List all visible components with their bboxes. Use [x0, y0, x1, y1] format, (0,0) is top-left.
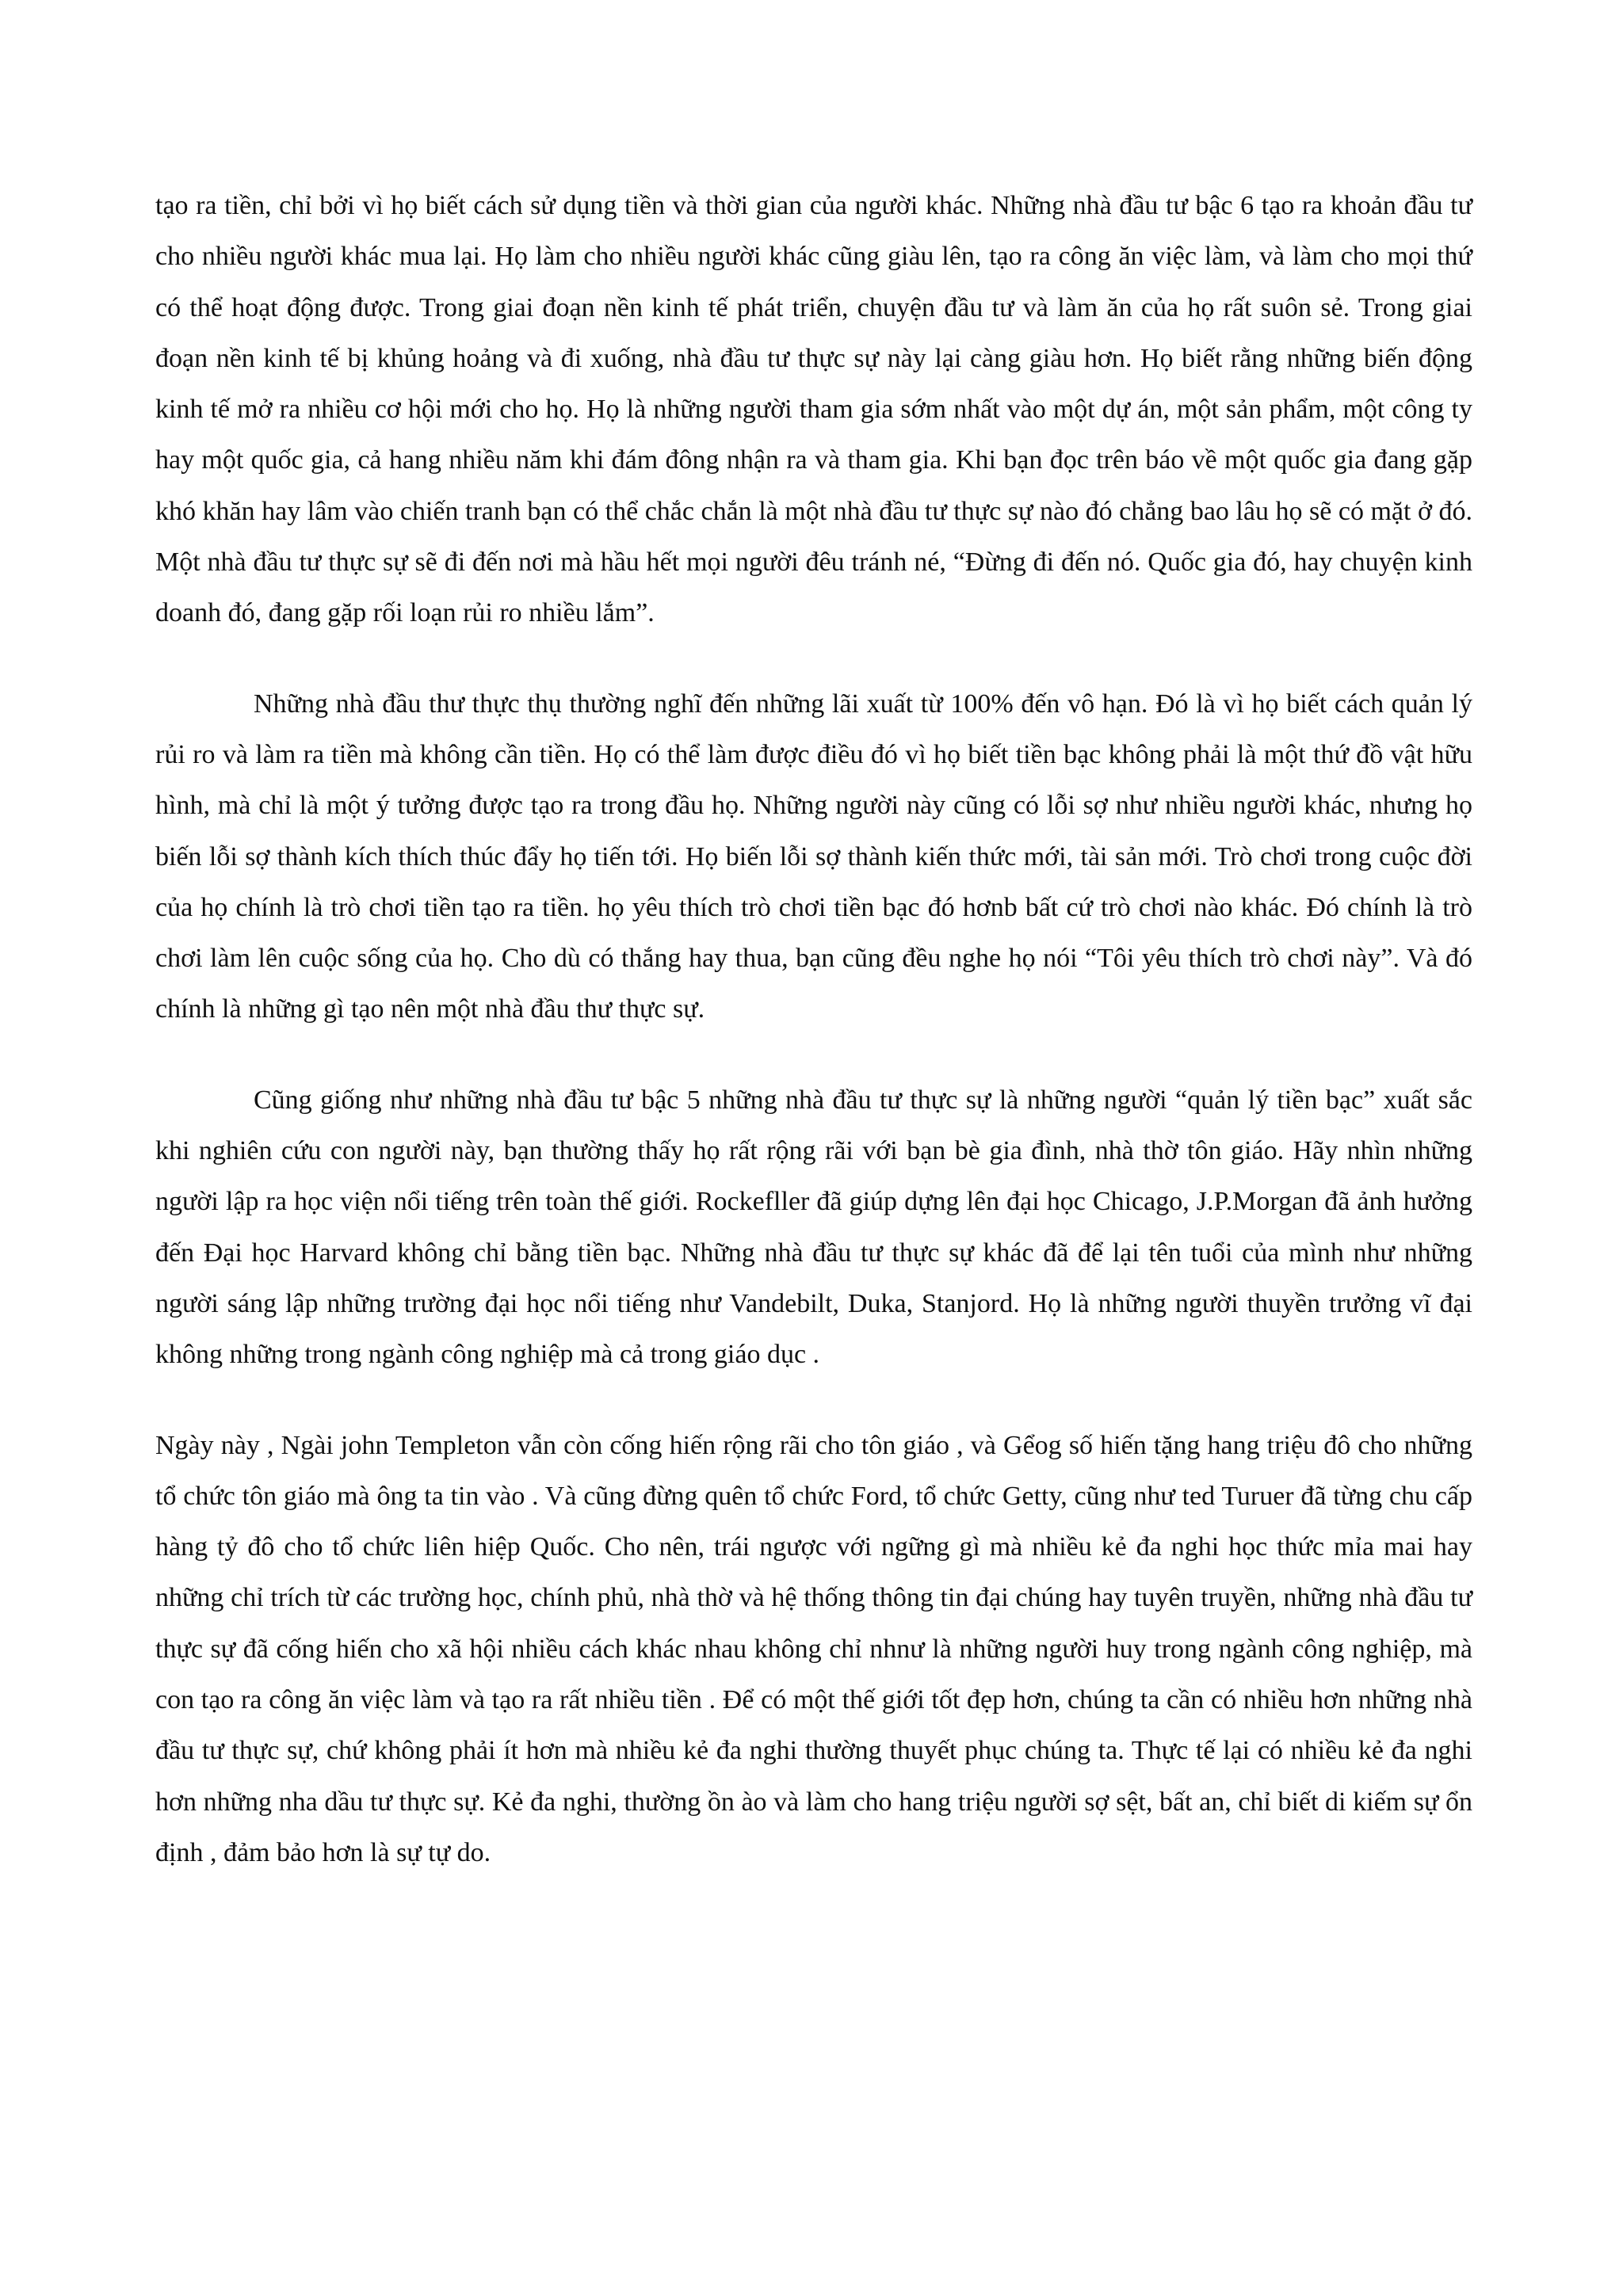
paragraph-3: Cũng giống như những nhà đầu tư bậc 5 những nhà đầu tư thực sự là những người “quản lý tiền bạc” xuất sắc khi nghiên cứu con người này, bạn thường thấy họ rất rộng rãi với bạn bè gia đình, nhà thờ tôn giáo. Hãy nhìn những người lập ra học viện nổi tiếng trên toàn thế giới. Rockefller đã giúp dựng lên đại học Chicago, J.P.Morgan đã ảnh hưởng đến Đại học Harvard không chỉ bằng tiền bạc. Những nhà đầu tư thực sự khác đã để lại tên tuổi của mình như những người sáng lập những trường đại học nổi tiếng như Vandebilt, Duka, Stanjord. Họ là những người thuyền trưởng vĩ đại không những trong ngành công nghiệp mà cả trong giáo dục .	[155, 1085, 1472, 1370]
paragraph-2: Những nhà đầu thư thực thụ thường nghĩ đến những lãi xuất từ 100% đến vô hạn. Đó là vì họ biết cách quản lý rủi ro và làm ra tiền mà không cần tiền. Họ có thể làm được điều đó vì họ biết tiền bạc không phải là một thứ đồ vật hữu hình, mà chỉ là một ý tưởng được tạo ra trong đầu họ. Những người này cũng có lỗi sợ như nhiều người khác, nhưng họ biến lỗi sợ thành kích thích thúc đẩy họ tiến tới. Họ biến lỗi sợ thành kiến thức mới, tài sản mới. Trò chơi trong cuộc đời của họ chính là trò chơi tiền tạo ra tiền. họ yêu thích trò chơi tiền bạc đó hơnb bất cứ trò chơi nào khác. Đó chính là trò chơi làm lên cuộc sống của họ. Cho dù có thắng hay thua, bạn cũng đều nghe họ nói “Tôi yêu thích trò chơi này”. Và đó chính là những gì tạo nên một nhà đầu thư thực sự.	[155, 688, 1472, 1024]
document-body	[155, 181, 1472, 1878]
paragraph-1: tạo ra tiền, chỉ bởi vì họ biết cách sử dụng tiền và thời gian của người khác. Những nhà đầu tư bậc 6 tạo ra khoản đầu tư cho nhiều người khác mua lại. Họ làm cho nhiều người khác cũng giàu lên, tạo ra công ăn việc làm, và làm cho mọi thứ có thể hoạt động được. Trong giai đoạn nền kinh tế phát triển, chuyện đầu tư và làm ăn của họ rất suôn sẻ. Trong giai đoạn nền kinh tế bị khủng hoảng và đi xuống, nhà đầu tư thực sự này lại càng giàu hơn. Họ biết rằng những biến động kinh tế mở ra nhiều cơ hội mới cho họ. Họ là những người tham gia sớm nhất vào một dự án, một sản phẩm, một công ty hay một quốc gia, cả hang nhiều năm khi đám đông nhận ra và tham gia. Khi bạn đọc trên báo về một quốc gia đang gặp khó khăn hay lâm vào chiến tranh bạn có thể chắc chắn là một nhà đầu tư thực sự nào đó chẳng bao lâu họ sẽ có mặt ở đó. Một nhà đầu tư thực sự sẽ đi đến nơi mà hầu hết mọi người đêu tránh né, “Đừng đi đến nó. Quốc gia đó, hay chuyện kinh doanh đó, đang gặp rối loạn rủi ro nhiều lắm”.	[155, 191, 1472, 628]
paragraph-4: Ngày này , Ngài john Templeton vẫn còn cống hiến rộng rãi cho tôn giáo , và Gểog số hiến tặng hang triệu đô cho những tổ chức tôn giáo mà ông ta tin vào . Và cũng đừng quên tổ chức Ford, tổ chức Getty, cũng như ted Turuer đã từng chu cấp hàng tỷ đô cho tổ chức liên hiệp Quốc. Cho nên, trái ngược với ngững gì mà nhiều kẻ đa nghi học thức mỉa mai hay những chỉ trích từ các trường học, chính phủ, nhà thờ và hệ thống thông tin đại chúng hay tuyên truyền, những nhà đầu tư thực sự đã cống hiến cho xã hội nhiều cách khác nhau không chỉ nhnư là những người huy trong ngành công nghiệp, mà con tạo ra công ăn việc làm và tạo ra rất nhiều tiền . Để có một thế giới tốt đẹp hơn, chúng ta cần có nhiều hơn những nhà đầu tư thực sự, chứ không phải ít hơn mà nhiều kẻ đa nghi thường thuyết phục chúng ta. Thực tế lại có nhiều kẻ đa nghi hơn những nha dầu tư thực sự. Kẻ đa nghi, thường ồn ào và làm cho hang triệu người sợ sệt, bất an, chỉ biết di kiếm sự ổn định , đảm bảo hơn là sự tự do.	[155, 1430, 1472, 1867]
